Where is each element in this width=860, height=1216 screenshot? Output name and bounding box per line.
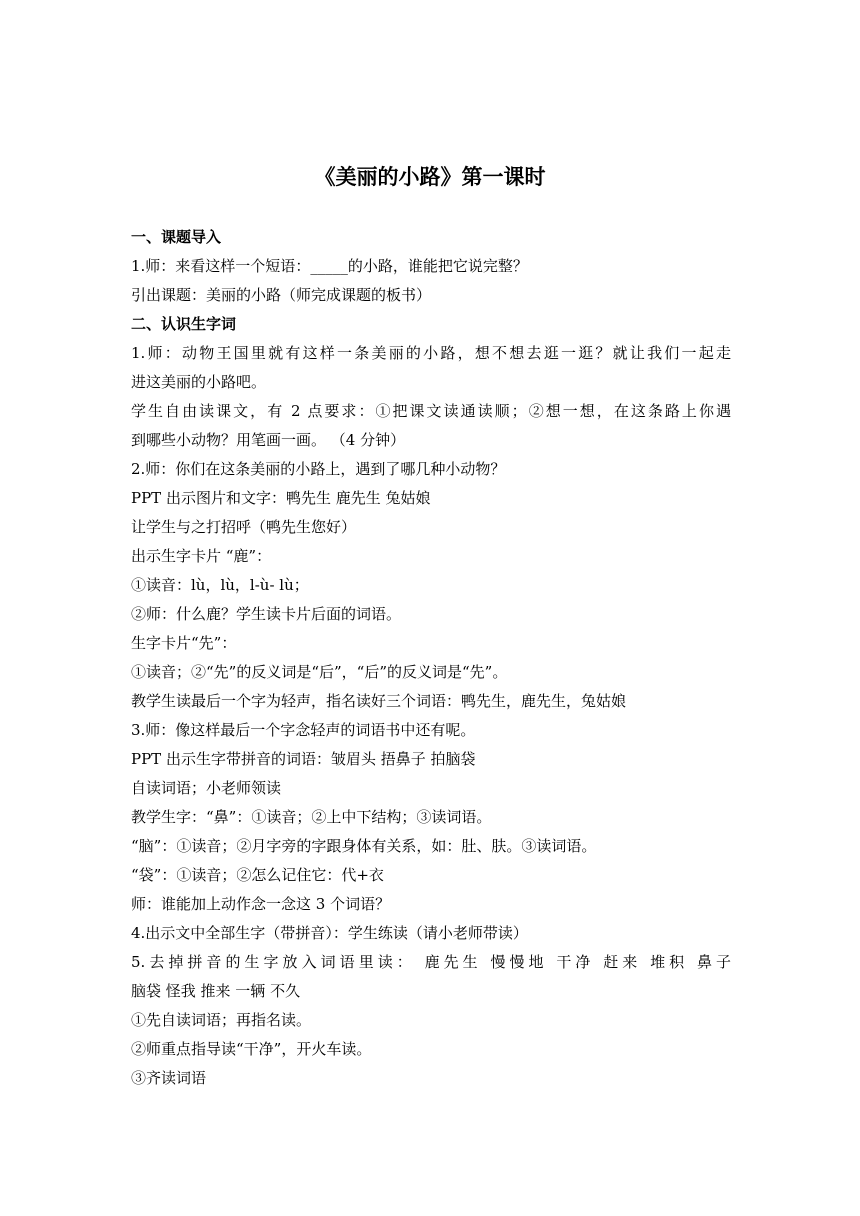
paragraph-line: ②师：什么鹿？学生读卡片后面的词语。 [131, 605, 402, 623]
document-body [131, 223, 731, 1093]
paragraph-line: 1.师：来看这样一个短语：_____的小路，谁能把它说完整？ [131, 257, 528, 275]
section-heading: 二、认识生字词 [131, 315, 237, 333]
section-heading: 一、课题导入 [131, 228, 222, 246]
paragraph-line: 让学生与之打招呼（鸭先生您好） [131, 518, 357, 536]
paragraph-line: 自读词语；小老师领读 [131, 779, 282, 797]
paragraph-line: 教学生字：“鼻”：①读音；②上中下结构；③读词语。 [131, 808, 492, 826]
paragraph-line: 教学生读最后一个字为轻声，指名读好三个词语：鸭先生，鹿先生，兔姑娘 [131, 692, 627, 710]
paragraph-line: 脑袋 怪我 推来 一辆 不久 [131, 982, 301, 1000]
paragraph-line: 2.师：你们在这条美丽的小路上，遇到了哪几种小动物？ [131, 460, 506, 478]
paragraph-line: 引出课题：美丽的小路（师完成课题的板书） [131, 286, 432, 304]
document-title: 《美丽的小路》第一课时 [314, 165, 546, 189]
paragraph-line: ②师重点指导读“干净”，开火车读。 [131, 1040, 372, 1058]
paragraph-line: PPT 出示图片和文字：鸭先生 鹿先生 兔姑娘 [131, 489, 431, 507]
paragraph-line: 1.师：动物王国里就有这样一条美丽的小路，想不想去逛一逛？就让我们一起走 [131, 344, 731, 362]
paragraph-line: 生字卡片“先”： [131, 634, 237, 652]
paragraph-line: 5.去掉拼音的生字放入词语里读： 鹿先生 慢慢地 干净 赶来 堆积 鼻子 [131, 953, 731, 971]
paragraph-line: “袋”：①读音；②怎么记住它：代+衣 [131, 866, 384, 884]
paragraph-line: ①读音；②“先”的反义词是“后”，“后”的反义词是“先”。 [131, 663, 508, 681]
paragraph-line: 学生自由读课文，有 2 点要求：①把课文读通读顺；②想一想，在这条路上你遇 [131, 402, 731, 420]
paragraph-line: PPT 出示生字带拼音的词语：皱眉头 捂鼻子 拍脑袋 [131, 750, 476, 768]
paragraph-line: 4.出示文中全部生字（带拼音）：学生练读（请小老师带读） [131, 924, 528, 942]
paragraph-line: 3.师：像这样最后一个字念轻声的词语书中还有呢。 [131, 721, 476, 739]
paragraph-line: 进这美丽的小路吧。 [131, 373, 267, 391]
paragraph-line: 师：谁能加上动作念一念这 3 个词语？ [131, 895, 391, 913]
paragraph-line: 出示生字卡片 “鹿”： [131, 547, 272, 565]
paragraph-line: “脑”：①读音；②月字旁的字跟身体有关系，如：肚、肤。③读词语。 [131, 837, 597, 855]
paragraph-line: ③齐读词语 [131, 1069, 207, 1087]
paragraph-line: ①先自读词语；再指名读。 [131, 1011, 312, 1029]
paragraph-line: 到哪些小动物？用笔画一画。 （4 分钟） [131, 431, 406, 449]
paragraph-line: ①读音：lù，lù，l-ù- lù； [131, 576, 309, 594]
